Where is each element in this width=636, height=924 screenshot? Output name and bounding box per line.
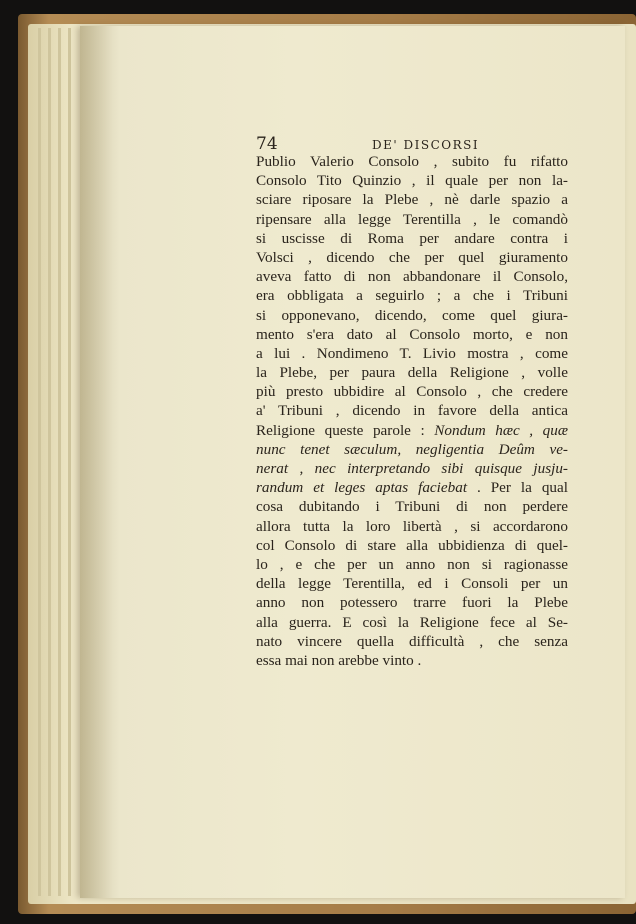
text-line [256,593,568,612]
italic-quote: nerat , nec interpretando sibi quisque jusju- [256,460,568,477]
text-line [256,613,568,632]
italic-quote: Nondum hæc , quæ [434,421,568,439]
text-line [256,248,568,267]
text-line [256,382,568,401]
text-line [256,190,568,209]
text-run: si opponevano, dicendo, come quel giura- [256,306,568,324]
text-line [256,325,568,344]
text-run: nato vincere quella difficultà , che senza [256,632,568,650]
text-run: era obbligata a seguirlo ; a che i Tribuni [256,287,568,305]
text-line [256,306,568,325]
text-line [256,651,568,670]
text-line [256,210,568,229]
text-run: della legge Terentilla, ed i Consoli per un [256,575,568,593]
text-line [256,536,568,555]
text-line [256,478,568,497]
text-run: mento s'era dato al Consolo morto, e non [256,325,568,343]
text-run: Consolo Tito Quinzio , il quale per non la- [256,172,568,190]
italic-quote: randum et leges aptas faciebat [256,479,468,497]
text-run: allora tutta la loro libertà , si accordarono [256,517,568,535]
text-line [256,574,568,593]
text-run: Religione queste parole : [256,421,435,439]
page-edge [38,28,41,896]
text-run: Publio Valerio Consolo , subito fu rifatto [256,153,568,170]
text-line [256,152,568,171]
text-run: Volsci , dicendo che per quel giuramento [256,248,568,266]
text-run: la Plebe, per paura della Religione , volle [256,364,568,382]
page-fold-shadow [80,26,120,898]
text-run: più presto ubbidire al Consolo , che credere [256,383,568,401]
page-number: 74 [256,134,278,154]
text-run: col Consolo di stare alla ubbidienza di quel- [256,536,568,554]
text-line [256,440,568,459]
text-line [256,517,568,536]
text-run: aveva fatto di non abbandonare il Consolo, [256,268,568,286]
text-line [256,459,568,478]
text-run: ripensare alla legge Terentilla , le comandò [256,210,568,228]
text-run: si uscisse di Roma per andare contra i [256,229,568,247]
page-edge [48,28,51,896]
text-run: alla guerra. E così la Religione fece al Se- [256,613,568,631]
body-text [256,152,568,670]
text-run: . Per la qual [467,479,568,497]
text-line [256,229,568,248]
text-run: a lui . Nondimeno T. Livio mostra , come [256,344,568,362]
page-edge [58,28,61,896]
text-run: essa mai non arebbe vinto . [256,651,422,669]
text-run: anno non potessero trarre fuori la Plebe [256,594,568,612]
text-line [256,171,568,190]
text-run: a' Tribuni , dicendo in favore della antica [256,402,568,420]
text-line [256,401,568,420]
text-run: cosa dubitando i Tribuni di non perdere [256,498,568,516]
running-head: DE' DISCORSI [372,138,480,152]
text-run: lo , e che per un anno non si ragionasse [256,555,568,573]
italic-quote: nunc tenet sæculum, negligentia Deûm ve- [256,440,568,458]
text-line [256,497,568,516]
text-line [256,555,568,574]
page-edge [68,28,71,896]
text-line [256,344,568,363]
text-line [256,267,568,286]
text-line [256,363,568,382]
text-line [256,286,568,305]
text-line [256,632,568,651]
text-line [256,421,568,440]
text-run: sciare riposare la Plebe , nè darle spazio a [256,191,568,209]
